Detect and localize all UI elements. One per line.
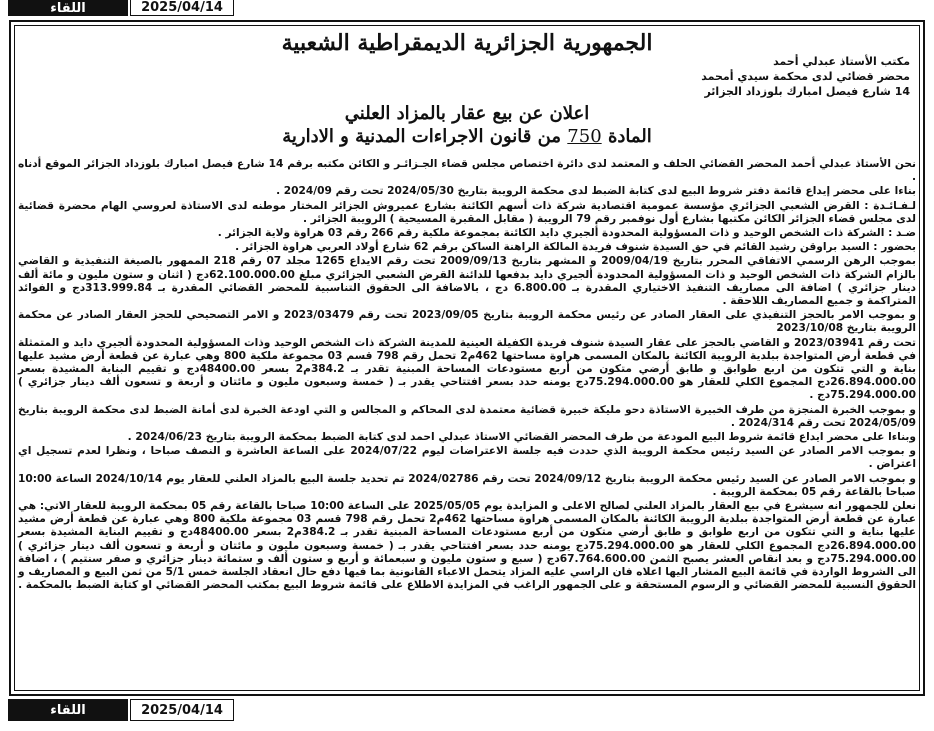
article-suffix: من قانون الاجراءات المدنية و الادارية (282, 126, 562, 147)
paragraph: بموجب الرهن الرسمي الاتفاقي المحرر بتاريخ 2009/04/19 و المشهر بتاريخ 2009/09/13 تحت رقم الايداع 1265 مجلد 07 رقم 218 الممهور بالصيغة التنفيذية و القاضي بالزام الشركة ذات الشخص الوحيد و ذات المسؤولية المحدودة ألجيري دايد بدفعها للدائنة القرض الشعبي الجزائري مبلغ 62.100.000.00دج ( اثنان و ستون مليون و مائة ألف دينار جزائري ) اضافة الى مصاريف التنفيذ الاختياري المقدرة بـ 6.800.00 دج ، بالاضافة الى الحقوق التناسبية للمحضر القضائي المقدرة بـ 313.999.84دج و الفوائد المتراكمة و جميع المصاريف اللاحقة . (18, 255, 917, 308)
footer-date: 2025/04/14 (130, 699, 234, 721)
office-line-3: 14 شارع فيصل امبارك بلوزداد الجزائر (704, 85, 910, 98)
footer-newspaper-name: اللقاء (8, 699, 128, 721)
bottom-bar (0, 699, 934, 721)
office-address (610, 54, 910, 99)
office-line-2: محضر قضائي لدى محكمة سيدي أمحمد (701, 70, 910, 83)
article-prefix: المادة (607, 126, 652, 147)
paragraph: و بموجب الامر بالحجز التنفيذي على العقار الصادر عن رئيس محكمة الرويبة بتاريخ 2023/09/05 تحت رقم 2023/03479 و الامر التصحيحي للحجز العقار الصادر عن محكمة الرويبة بتاريخ 2023/10/08 (18, 309, 916, 335)
paragraph: بحضور : السيد براوقن رشيد القائم في حق السيدة شنوف فريدة المالكة الراهنة الساكن برقم 62 شارع أولاد العربي هراوة الجزائر . (235, 241, 916, 254)
paragraph: نحن الأستاذ عبدلي أحمد المحضر القضائي الحلف و المعتمد لدى دائرة اختصاص مجلس قضاء الجـزائـر و الكائن مكتبه برقم 14 شارع فيصل امبارك بلوزداد الجزائر الموقع أدناه . (18, 158, 917, 184)
paragraph: و بموجب الخبرة المنجزة من طرف الخبيرة الاستاذة دحو مليكة خبيرة قضائية معتمدة لدى المحاكم و المجالس و التي اودعة الخبرة لدى أمانة الضبط لدى محكمة الرويبة بتاريخ 2024/05/09 تحت رقم 2024/314 . (18, 403, 916, 429)
paragraph: تحت رقم 2023/03941 و القاضي بالحجز على عقار السيدة شنوف فريدة الكفيلة العينية للمدينة الشركة ذات الشخص الوحيد وذات المسؤولية المحدودة ألجيري دايد و المتمثلة في قطعة أرض المتواجدة ببلدية الرويبة الكائنة بالمكان المسمى هراوة مساحتها 462م2 تحمل رقم 798 قسم 03 مجموعة ملكية 800 وهي عبارة عن قطعة أرض مشيد عليها بناية و التي تتكون من اربع طوابق و طابق أرضي متكون من أربع مستودعات المساحة المبنية تقدر بـ 384.2م2 بسعر 48400.00دج و تقييم البناية المشيدة بسعر 26.894.000.00دج المجموع الكلي للعقار هو 75.294.000.00دج يومنه حدد بسعر افتتاحي يقدر بـ ( خمسة وسبعون مليون و مائتان و أربعة و تسعون ألف دينار جزائري ) 75.294.000.00دج . (18, 336, 917, 402)
article-number: 750 (567, 126, 602, 147)
office-line-1: مكتب الأستاذ عبدلي أحمد (773, 55, 910, 68)
header-newspaper-name: اللقاء (8, 0, 128, 16)
paragraph: وبناءا على محضر ايداع قائمة شروط البيع المودعة من طرف المحضر القضائي الاستاذ عبدلي احمد لدى كتابة الضبط بمحكمة الرويبة بتاريخ 2024/06/23 . (127, 431, 916, 444)
paragraph: و بموجب الامر الصادر عن السيد رئيس محكمة الرويبة بتاريخ 2024/09/12 تحت رقم 2024/02786 تم تحديد جلسة البيع بالمزاد العلني للعقار يوم 2024/10/14 الساعة 10:00 صباحا بالقاعة رقم 05 بمحكمة الرويبة . (18, 472, 916, 498)
paragraph: بناءا على محضر إيداع قائمة دفتر شروط البيع لدى كتابة الضبط لدى محكمة الرويبة بتاريخ 2024/05/30 تحت رقم 2024/09 . (276, 185, 916, 198)
republic-heading: الجمهورية الجزائرية الديمقراطية الشعبية (281, 30, 653, 56)
paragraph: نعلن للجمهور انه سيشرع في بيع العقار بالمزاد العلني لصالح الاعلى و المزايدة يوم 2025/05/05 على الساعة 10:00 صباحا بالقاعة رقم 05 بمحكمة الرويبة للعقار الاتي: هي عبارة عن قطعة أرض المتواجدة ببلدية الرويبة الكائنة بالمكان المسمى هراوة مساحتها 462م2 تحمل رقم 798 قسم 03 مجموعة ملكية 800 وهي عبارة عن قطعة أرض مشيد عليها بناية و التي تتكون من اربع طوابق و طابق أرضي متكون من أربع مستودعات المساحة المبنية تقدر بـ 384.2م2 بسعر 48400.00دج و تقييم البناية المشيدة بسعر 26.894.000.00دج المجموع الكلي للعقار هو 75.294.000.00دج يومنه حدد بسعر افتتاحي يقدر بـ ( خمسة وسبعون مليون و مائتان و أربعة و تسعون ألف دينار جزائري ) 75.294.000.00دج و بعد انقاص العشر يصبح الثمن 67.764.600.00دج ( سبع و ستون مليون و سبعمائة و أربع و ستون ألف و ستمائة دينار جزائري و صفر سنتيم ) ، اضافة الى الشروط الواردة في قائمة البيع المشار اليها اعلاه فان الراسي عليه المزاد يتحمل الاعباء القانونية بما فيها دفع حال انعقاد الجلسة خمس 5/1 من ثمن البيع و المصاريف و الحقوق النسبية للمحضر القضائي و الرسوم المستحقة و على الجمهور الراغب في المزايدة الاطلاع على قائمة شروط البيع بمكتب المحضر القضائي او كتابة الضبط بالمحكمة . (18, 500, 917, 592)
paragraph: ضـد : الشركة ذات الشخص الوحيد و ذات المسؤولية المحدودة ألجيري دايد الكائنة بمجموعة ملكية رقم 266 رقم 03 هراوة ولاية الجزائر . (217, 227, 916, 240)
header-date: 2025/04/14 (130, 0, 234, 16)
notice-title: اعلان عن بيع عقار بالمزاد العلني (344, 103, 590, 124)
notice-subtitle (0, 126, 934, 147)
paragraph: لـفـائـدة : القرض الشعبي الجزائري مؤسسة عمومية اقتصادية شركة ذات أسهم الكائنة بشارع عميروش الجزائر المختار موطنه لدى الاستاذة لعروسي الهام محضرة قضائية لدى مجلس قضاء الجزائر الكائن مكتبها بشارع أول نوفمبر رقم 79 الرويبة ( مقابل المقبرة المسيحية ) الرويبة الجزائر . (18, 199, 916, 225)
paragraph: و بموجب الامر الصادر عن السيد رئيس محكمة الرويبة الذي حددت فيه جلسة الاعتراضات ليوم 2024/07/22 على الساعة العاشرة و النصف صباحا ، ونظرا لعدم تسجيل اي اعتراض . (18, 445, 916, 471)
notice-body (18, 158, 916, 594)
top-bar (0, 0, 934, 16)
